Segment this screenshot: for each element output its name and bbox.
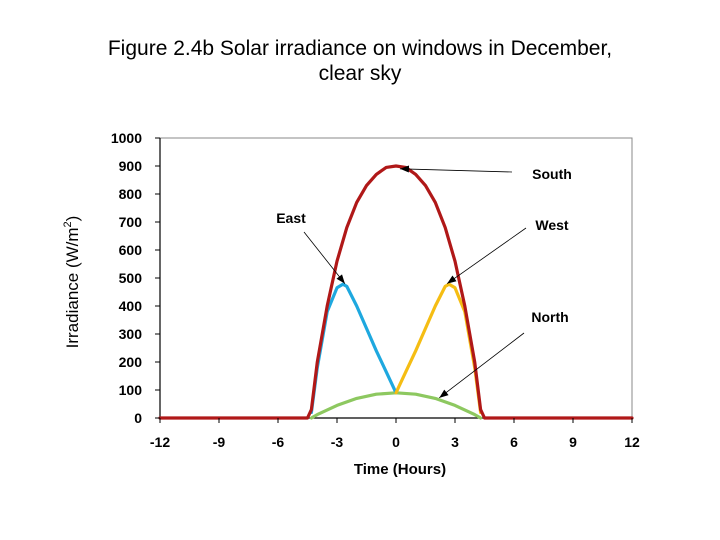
y-tick-label: 300 — [118, 326, 142, 342]
y-tick-label: 200 — [118, 354, 142, 370]
x-tick-label: 9 — [569, 434, 577, 450]
annotation-arrowhead-east — [337, 274, 345, 283]
chart-title-line-2: clear sky — [318, 62, 402, 85]
x-tick-label: 12 — [624, 434, 640, 450]
x-axis-title: Time (Hours) — [353, 461, 447, 478]
annotation-arrowhead-west — [447, 276, 456, 284]
annotation-arrow-west — [447, 228, 526, 284]
y-axis-title-main: Irradiance (W/m — [63, 227, 82, 349]
y-axis-title — [62, 216, 82, 349]
annotation-label-west: West — [535, 217, 569, 233]
x-tick-label: 3 — [451, 434, 459, 450]
annotation-label-east: East — [276, 210, 306, 226]
y-tick-label: 1000 — [110, 130, 142, 146]
y-tick-label: 0 — [134, 410, 142, 426]
annotation-arrowhead-north — [439, 390, 448, 398]
series-line-south — [160, 166, 632, 418]
x-tick-label: 6 — [510, 434, 518, 450]
y-tick-label: 600 — [118, 242, 142, 258]
annotation-arrow-south — [400, 169, 512, 172]
y-tick-label: 100 — [118, 382, 142, 398]
y-tick-label: 500 — [118, 270, 142, 286]
x-tick-label: -6 — [271, 434, 285, 450]
y-tick-label: 900 — [118, 158, 142, 174]
y-tick-label: 800 — [118, 186, 142, 202]
series-line-north — [311, 393, 480, 418]
chart-title-line-1: Figure 2.4b Solar irradiance on windows in December, — [107, 37, 613, 60]
annotation-label-south: South — [532, 166, 572, 182]
y-axis-title-end: ) — [63, 215, 82, 222]
y-tick-label: 700 — [118, 214, 142, 230]
x-tick-label: -3 — [330, 434, 344, 450]
y-tick-label: 400 — [118, 298, 142, 314]
annotation-label-north: North — [531, 309, 569, 325]
x-tick-label: -12 — [149, 434, 171, 450]
x-tick-label: 0 — [392, 434, 400, 450]
x-tick-label: -9 — [212, 434, 226, 450]
y-axis-title-superscript: 2 — [62, 221, 74, 228]
annotation-arrow-north — [439, 333, 524, 398]
